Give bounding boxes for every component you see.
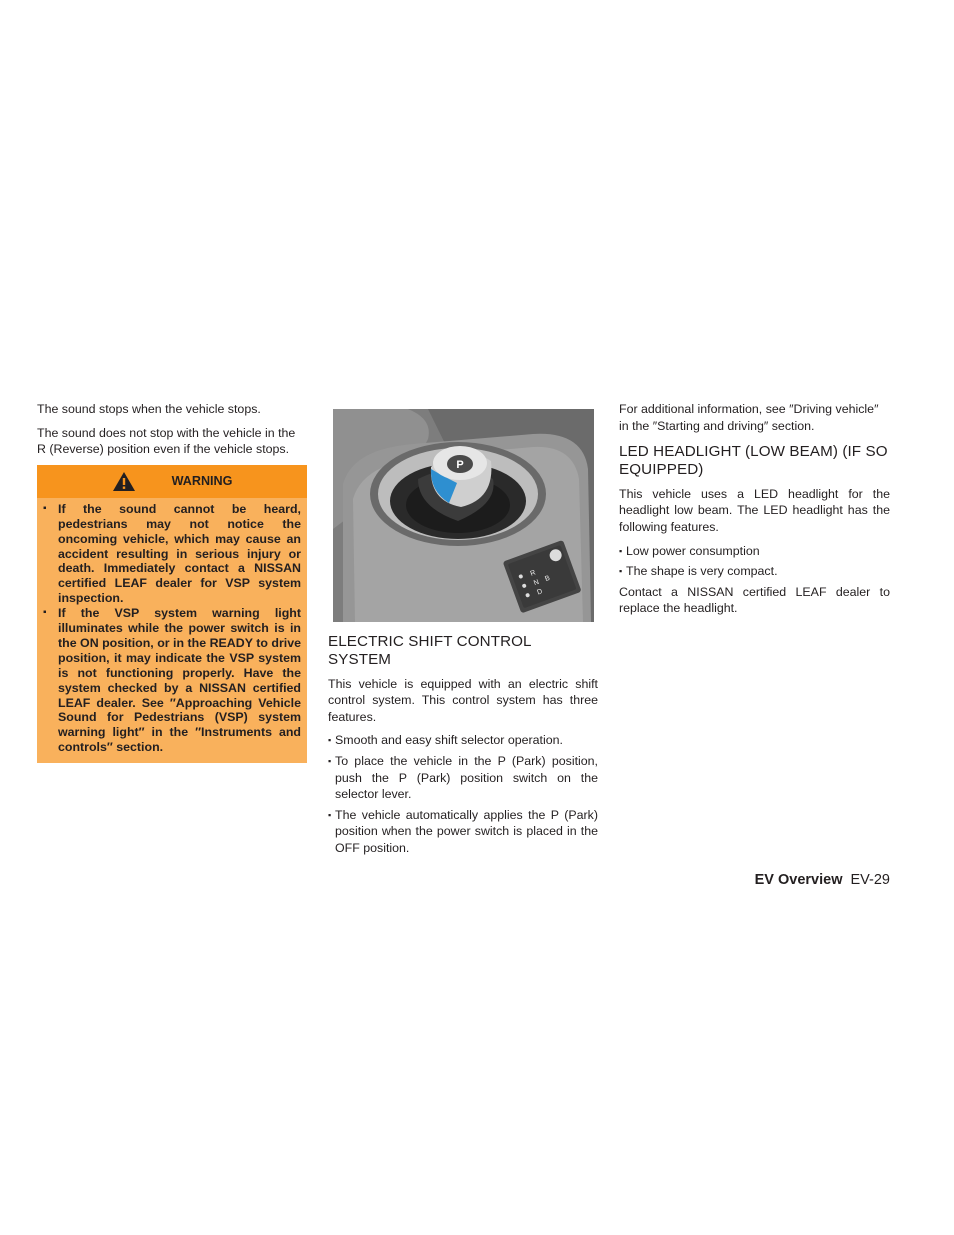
warning-title: WARNING: [171, 473, 233, 488]
park-knob-letter: P: [456, 459, 464, 471]
list-item: ▪ The vehicle automatically applies the P (Park) position when the power switch is placed in the OFF position.: [328, 807, 598, 857]
left-column: [37, 401, 307, 763]
list-item: ▪ To place the vehicle in the P (Park) position, push the P (Park) position switch on the selector lever.: [328, 753, 598, 803]
warning-header: [37, 465, 307, 498]
list-item: ▪ The shape is very compact.: [619, 563, 890, 580]
warning-item: ▪ If the VSP system warning light illuminates while the power switch is in the ON position, or in the READY to drive position, it may indicate the VSP system is not functioning properly. Have the system checked by a NISSAN certified LEAF dealer. See ″Approaching Vehicle Sound for Pedestrians (VSP) system warning light″ in the ″Instruments and controls″ section.: [43, 606, 301, 755]
shift-selector-illustration: [333, 409, 594, 622]
paragraph-reverse-sound: The sound does not stop with the vehicle in the R (Reverse) position even if the vehicle stops.: [37, 425, 296, 457]
page-footer: [755, 872, 890, 888]
warning-box: [37, 465, 307, 763]
paragraph-shift-intro: This vehicle is equipped with an electric shift control system. This control system has three features.: [328, 676, 598, 724]
right-column: [619, 401, 890, 624]
paragraph-contact-dealer: Contact a NISSAN certified LEAF dealer to replace the headlight.: [619, 584, 890, 616]
led-features-list: [619, 543, 890, 580]
page-number: EV-29: [850, 872, 890, 888]
warning-item: ▪ If the sound cannot be heard, pedestrians may not notice the oncoming vehicle, which may cause an accident resulting in serious injury or death. Immediately contact a NISSAN certified LEAF dealer for VSP system inspection.: [43, 502, 301, 606]
panel-letter: D: [536, 588, 544, 597]
paragraph-led-intro: This vehicle uses a LED headlight for the headlight low beam. The LED headlight has the following features.: [619, 486, 890, 534]
paragraph-additional-info: For additional information, see ″Driving vehicle″ in the ″Starting and driving″ section.: [619, 402, 879, 433]
panel-letter: B: [544, 574, 551, 584]
list-item: ▪ Low power consumption: [619, 543, 890, 560]
middle-column: [328, 409, 598, 861]
warning-list: [37, 498, 307, 755]
list-item: ▪ Smooth and easy shift selector operation.: [328, 732, 598, 749]
section-heading-shift-control: ELECTRIC SHIFT CONTROL SYSTEM: [328, 633, 532, 668]
footer-section-name: EV Overview: [754, 872, 843, 888]
warning-triangle-icon: [112, 471, 136, 492]
shift-features-list: [328, 732, 598, 856]
panel-letter: R: [529, 569, 537, 578]
section-heading-led-headlight: LED HEADLIGHT (LOW BEAM) (IF SO EQUIPPED): [619, 443, 888, 478]
paragraph-sound-stops: The sound stops when the vehicle stops.: [37, 402, 261, 416]
panel-letter: N: [532, 578, 541, 588]
